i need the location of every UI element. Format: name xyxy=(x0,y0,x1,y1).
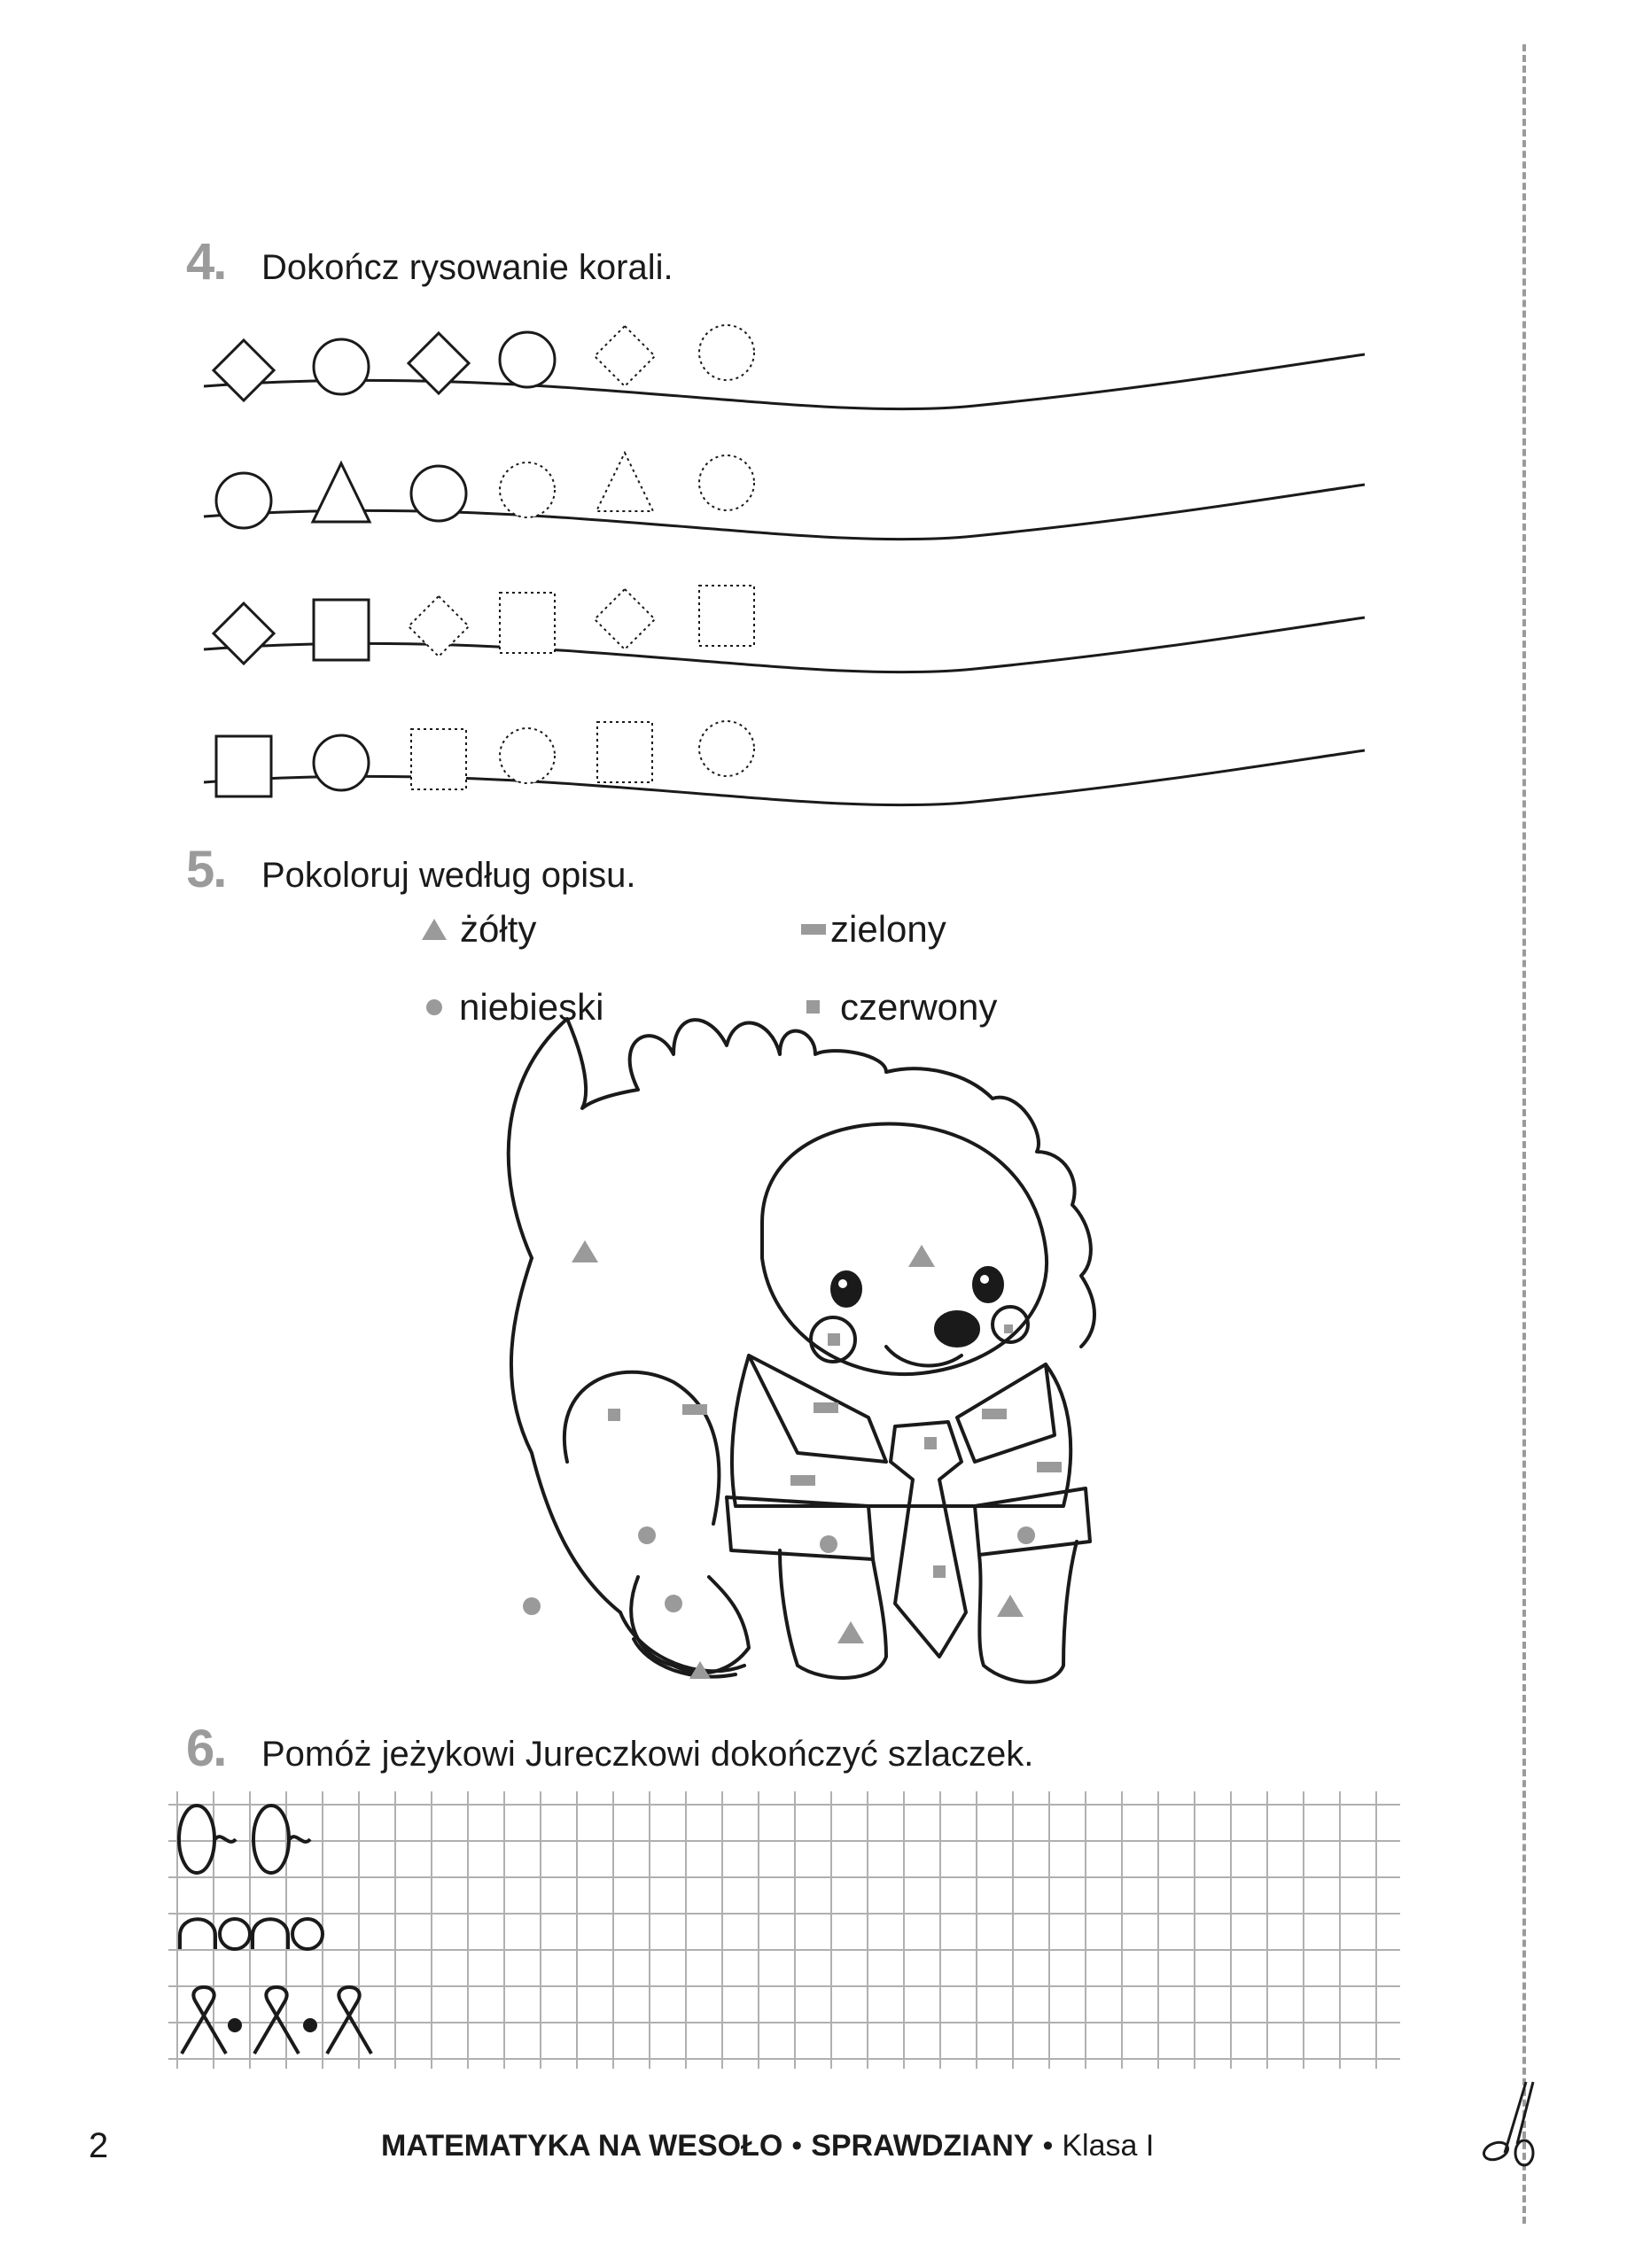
separator-dot: • xyxy=(791,2129,803,2163)
legend-label: czerwony xyxy=(840,986,998,1028)
pattern-circle xyxy=(292,1919,323,1949)
pattern-arch xyxy=(180,1919,215,1949)
footer-title xyxy=(381,2129,1154,2163)
separator-dot: • xyxy=(1042,2129,1054,2163)
pattern-loop xyxy=(179,1806,214,1873)
legend-label: niebieski xyxy=(459,986,604,1028)
series-title: MATEMATYKA NA WESOŁO xyxy=(381,2129,783,2163)
pattern-samples xyxy=(179,1806,371,2054)
task-number: 5. xyxy=(186,841,226,898)
task-number: 4. xyxy=(186,233,226,291)
task-instruction: Pokoloruj według opisu. xyxy=(261,856,636,895)
grade-label: Klasa I xyxy=(1062,2129,1155,2163)
legend-label: żółty xyxy=(460,908,537,950)
pattern-ribbon xyxy=(327,1987,371,2054)
pattern-ribbon xyxy=(254,1987,299,2054)
pattern-ribbon xyxy=(182,1987,226,2054)
page-number: 2 xyxy=(89,2126,109,2165)
pattern-dot xyxy=(305,2020,315,2031)
pattern-arch xyxy=(253,1919,288,1949)
task-number: 6. xyxy=(186,1720,226,1777)
pattern-circle xyxy=(220,1919,250,1949)
pattern-loop xyxy=(253,1806,289,1873)
subtitle: SPRAWDZIANY xyxy=(811,2129,1034,2163)
legend-label: zielony xyxy=(830,908,946,950)
task-instruction: Dokończ rysowanie korali. xyxy=(261,248,673,287)
pattern-dot xyxy=(230,2020,240,2031)
task-instruction: Pomóż jeżykowi Jureczkowi dokończyć szlaczek. xyxy=(261,1735,1034,1774)
